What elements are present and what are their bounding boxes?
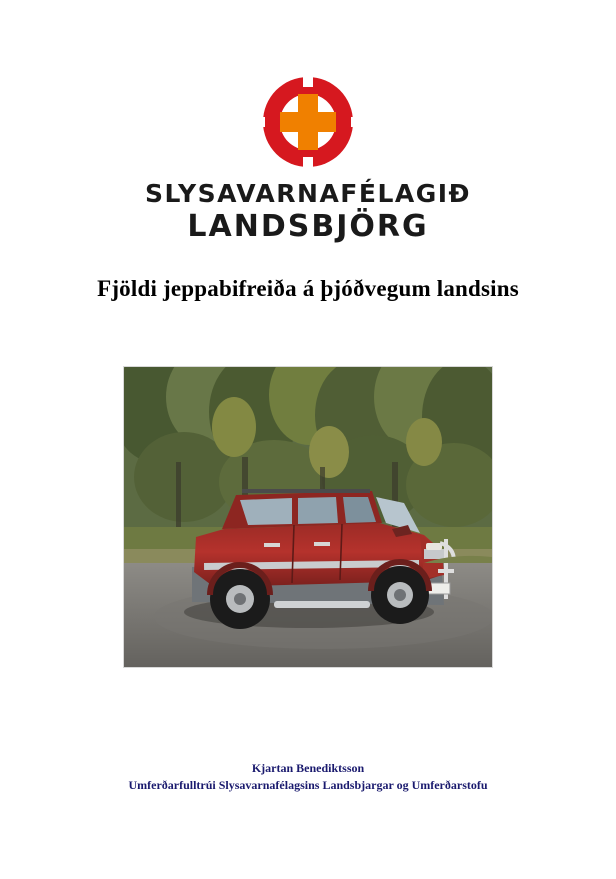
footer-author: Kjartan Benediktsson	[251, 761, 365, 775]
page-title: Fjöldi jeppabifreiða á þjóðvegum landsins	[97, 276, 519, 301]
organization-logo	[0, 74, 616, 244]
logo-text-line2: LANDSBJÖRG	[187, 209, 429, 244]
footer-role: Umferðarfulltrúi Slysavarnafélagsins Landsbjargar og Umferðarstofu	[128, 778, 488, 792]
document-footer	[0, 760, 616, 794]
lifering-cross-icon	[252, 74, 364, 170]
cover-photo-suv	[123, 366, 493, 668]
logo-text-line1: SLYSAVARNAFÉLAGIÐ	[144, 179, 472, 208]
